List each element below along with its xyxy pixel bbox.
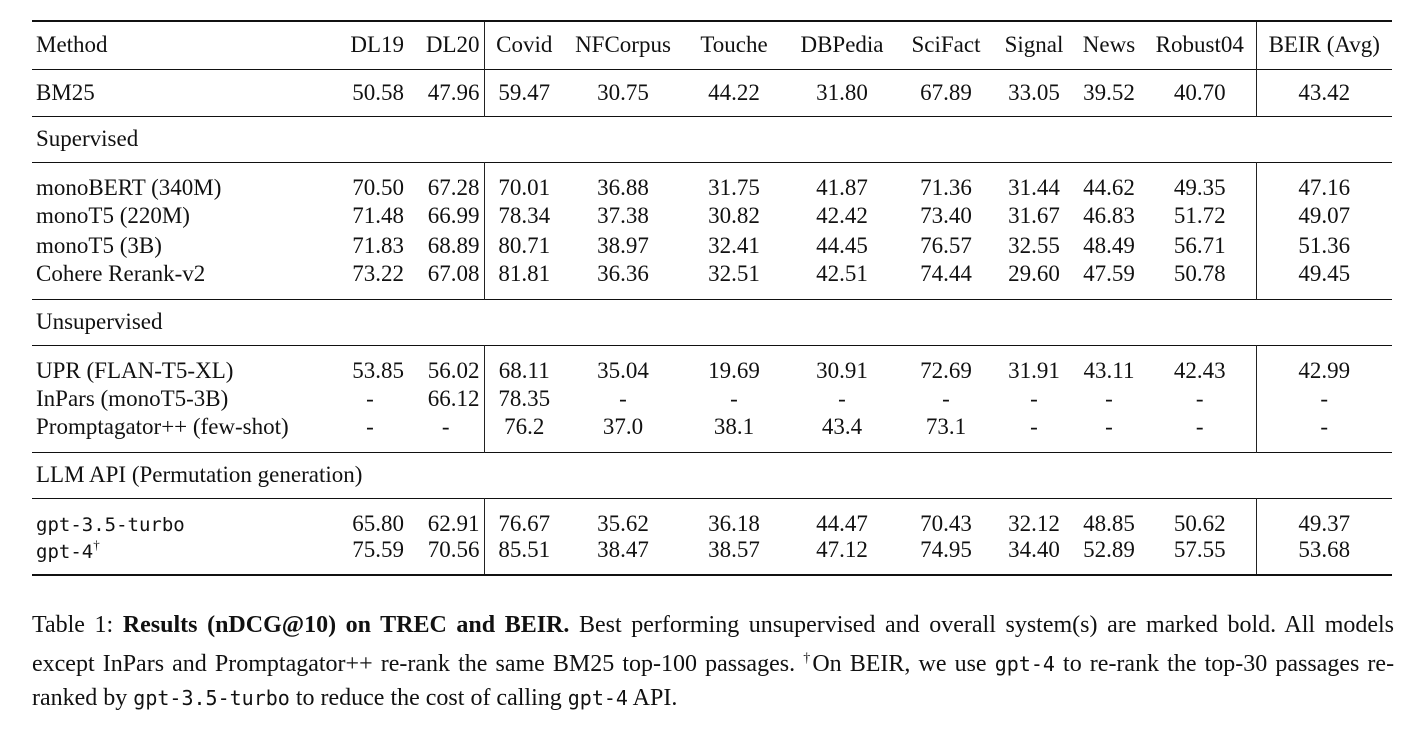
value-cell: 35.04	[564, 345, 682, 384]
value-cell: 42.51	[816, 261, 868, 286]
value-cell: 74.95	[898, 537, 994, 575]
method-code: gpt-4	[36, 541, 94, 563]
value-cell: 62.91	[408, 498, 484, 537]
value-cell: -	[1320, 414, 1329, 439]
header-touche: Touche	[682, 21, 786, 69]
value-cell: 49.37	[1256, 498, 1392, 537]
value-cell: 81.81	[498, 261, 551, 286]
value-cell: 50.58	[332, 69, 408, 116]
value-cell: 47.16	[1256, 162, 1392, 201]
value-cell: 68.11	[484, 345, 564, 384]
value-cell: 30.91	[786, 345, 898, 384]
value-cell: -	[838, 386, 846, 411]
table-row	[32, 414, 1392, 452]
value-cell: 70.01	[484, 162, 564, 201]
caption-dagger: †	[803, 651, 813, 666]
table-caption	[32, 608, 1394, 715]
method-cell: UPR (FLAN-T5-XL)	[32, 345, 332, 384]
value-cell: 38.97	[597, 233, 649, 258]
value-cell: 70.50	[332, 162, 408, 201]
method-cell	[32, 498, 332, 537]
caption-text: API.	[632, 685, 678, 711]
value-cell: 78.35	[498, 386, 551, 411]
header-beir-avg: BEIR (Avg)	[1256, 21, 1392, 69]
value-cell: 38.1	[713, 414, 755, 439]
section-title: Supervised	[32, 116, 1392, 162]
caption-text: to re-rank the top-30 passages re-ranked by	[32, 651, 1395, 711]
value-cell: 31.44	[994, 162, 1074, 201]
header-scifact: SciFact	[898, 21, 994, 69]
table-row	[32, 384, 1392, 414]
results-table	[32, 20, 1392, 576]
dagger-mark: †	[93, 537, 100, 552]
value-cell: 67.28	[408, 162, 484, 201]
value-cell: -	[942, 386, 950, 411]
value-cell: 42.99	[1256, 345, 1392, 384]
value-cell: 53.85	[332, 345, 408, 384]
method-cell: Promptagator++ (few-shot)	[36, 414, 289, 439]
value-cell: 73.22	[352, 261, 404, 286]
value-cell: -	[1105, 414, 1113, 439]
section-header-supervised	[32, 116, 1392, 162]
method-cell: monoBERT (340M)	[32, 162, 332, 201]
value-cell: 35.62	[564, 498, 682, 537]
value-cell: 51.72	[1144, 201, 1256, 231]
caption-text: On BEIR, we use	[812, 651, 987, 677]
value-cell: 53.68	[1256, 537, 1392, 575]
value-cell: 74.44	[920, 261, 972, 286]
value-cell: -	[366, 414, 374, 439]
value-cell: 32.55	[1008, 233, 1060, 258]
value-cell: 32.51	[708, 261, 760, 286]
value-cell: 31.91	[994, 345, 1074, 384]
value-cell: 50.62	[1144, 498, 1256, 537]
value-cell: 76.67	[484, 498, 564, 537]
value-cell: 76.57	[920, 233, 972, 258]
value-cell: 71.48	[352, 203, 404, 228]
method-cell: BM25	[32, 69, 332, 116]
value-cell: 43.42	[1256, 69, 1392, 116]
value-cell: -	[1105, 386, 1113, 411]
value-cell: -	[1320, 386, 1329, 411]
value-cell: 31.75	[682, 162, 786, 201]
method-cell: monoT5 (3B)	[36, 233, 162, 258]
value-cell: -	[1030, 386, 1038, 411]
header-method: Method	[32, 21, 332, 69]
value-cell: 38.47	[564, 537, 682, 575]
table-row	[32, 162, 1392, 201]
value-cell: 34.40	[994, 537, 1074, 575]
value-cell: 73.40	[920, 203, 972, 228]
value-cell: 30.82	[708, 203, 760, 228]
value-cell: 19.69	[682, 345, 786, 384]
value-cell: 66.99	[408, 201, 484, 231]
section-header-unsupervised	[32, 299, 1392, 345]
value-cell: 32.41	[708, 233, 760, 258]
value-cell: 71.36	[898, 162, 994, 201]
value-cell: 48.85	[1074, 498, 1144, 537]
header-dbpedia: DBPedia	[786, 21, 898, 69]
value-cell: 59.47	[484, 69, 564, 116]
value-cell: 48.49	[1083, 233, 1135, 258]
value-cell: 56.71	[1144, 231, 1256, 261]
header-signal: Signal	[994, 21, 1074, 69]
table-row	[32, 345, 1392, 384]
table-row	[32, 537, 1392, 575]
value-cell: 80.71	[498, 233, 551, 258]
caption-code: gpt-4	[567, 686, 628, 710]
value-cell: 71.83	[352, 233, 404, 258]
section-header-llm-api	[32, 452, 1392, 498]
section-title: Unsupervised	[32, 299, 1392, 345]
caption-code: gpt-3.5-turbo	[133, 686, 290, 710]
value-cell: 37.38	[597, 203, 649, 228]
value-cell: 39.52	[1074, 69, 1144, 116]
section-title: LLM API (Permutation generation)	[32, 452, 1392, 498]
value-cell: 78.34	[498, 203, 551, 228]
method-cell	[32, 537, 332, 575]
caption-code: gpt-4	[994, 652, 1055, 676]
caption-text: to reduce the cost of calling	[295, 685, 562, 711]
caption-label: Table 1:	[32, 612, 114, 638]
value-cell: 47.12	[786, 537, 898, 575]
value-cell: 85.51	[484, 537, 564, 575]
header-news: News	[1074, 21, 1144, 69]
value-cell: -	[1144, 414, 1256, 452]
method-cell: monoT5 (220M)	[36, 203, 190, 228]
value-cell: 76.2	[504, 414, 545, 439]
value-cell: 73.1	[925, 414, 967, 439]
value-cell: 72.69	[898, 345, 994, 384]
method-cell: Cohere Rerank-v2	[36, 261, 206, 286]
value-cell: 47.59	[1083, 261, 1135, 286]
method-code: gpt-3.5-turbo	[36, 514, 185, 536]
value-cell: 44.47	[786, 498, 898, 537]
value-cell: 66.12	[408, 384, 484, 414]
value-cell: 67.08	[408, 261, 484, 299]
value-cell: 70.56	[408, 537, 484, 575]
value-cell: 46.83	[1083, 203, 1135, 228]
value-cell: -	[366, 386, 374, 411]
table-row-bm25	[32, 69, 1392, 116]
value-cell: 49.07	[1298, 203, 1351, 228]
value-cell: 52.89	[1074, 537, 1144, 575]
header-nfcorpus: NFCorpus	[564, 21, 682, 69]
value-cell: 47.96	[408, 69, 484, 116]
value-cell: 36.88	[564, 162, 682, 201]
value-cell: 31.67	[1008, 203, 1060, 228]
table-row	[32, 231, 1392, 261]
header-robust04: Robust04	[1144, 21, 1256, 69]
value-cell: 37.0	[602, 414, 644, 439]
value-cell: -	[1144, 384, 1256, 414]
value-cell: 43.11	[1074, 345, 1144, 384]
table-row	[32, 261, 1392, 299]
value-cell: 31.80	[786, 69, 898, 116]
value-cell: -	[408, 414, 484, 452]
value-cell: 68.89	[408, 231, 484, 261]
value-cell: 29.60	[1008, 261, 1060, 286]
header-row	[32, 21, 1392, 69]
value-cell: 67.89	[898, 69, 994, 116]
value-cell: 36.36	[597, 261, 649, 286]
value-cell: 49.45	[1298, 261, 1351, 286]
value-cell: 40.70	[1144, 69, 1256, 116]
table-row	[32, 498, 1392, 537]
value-cell: 42.43	[1144, 345, 1256, 384]
value-cell: 38.57	[682, 537, 786, 575]
value-cell: 49.35	[1144, 162, 1256, 201]
value-cell: 44.45	[816, 233, 868, 258]
value-cell: 44.62	[1074, 162, 1144, 201]
value-cell: 41.87	[786, 162, 898, 201]
value-cell: 75.59	[332, 537, 408, 575]
header-dl20: DL20	[408, 21, 484, 69]
value-cell: 32.12	[994, 498, 1074, 537]
value-cell: 56.02	[408, 345, 484, 384]
value-cell: 36.18	[682, 498, 786, 537]
value-cell: 44.22	[682, 69, 786, 116]
value-cell: -	[619, 386, 627, 411]
caption-text: Best performing unsupervised and overall system(s) are marked bold. All models except InPars and Promptagator++ re-rank the same BM25 top-100 passages.	[32, 612, 1395, 677]
value-cell: 70.43	[898, 498, 994, 537]
value-cell: 30.75	[564, 69, 682, 116]
caption-title: Results (nDCG@10) on TREC and BEIR.	[122, 612, 570, 638]
value-cell: 65.80	[332, 498, 408, 537]
value-cell: 51.36	[1298, 233, 1351, 258]
header-covid: Covid	[484, 21, 564, 69]
table-row	[32, 201, 1392, 231]
value-cell: -	[730, 386, 738, 411]
method-cell: InPars (monoT5-3B)	[36, 386, 229, 411]
value-cell: 43.4	[821, 414, 863, 439]
value-cell: 42.42	[816, 203, 868, 228]
value-cell: 33.05	[994, 69, 1074, 116]
value-cell: 57.55	[1144, 537, 1256, 575]
header-dl19: DL19	[332, 21, 408, 69]
value-cell: -	[1030, 414, 1038, 439]
value-cell: 50.78	[1144, 261, 1256, 299]
